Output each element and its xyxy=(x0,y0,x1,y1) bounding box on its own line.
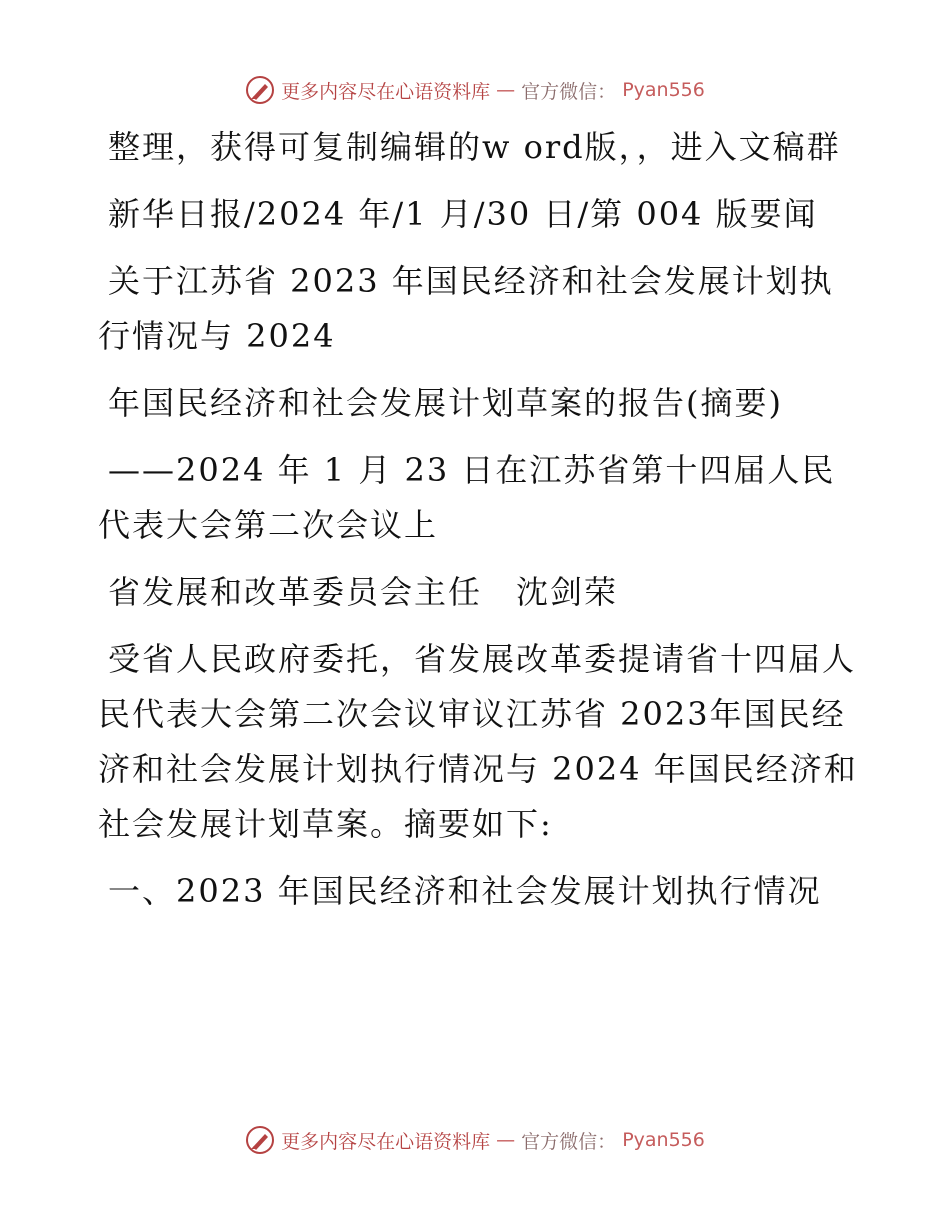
paragraph-author: 省发展和改革委员会主任 沈剑荣 xyxy=(108,573,619,611)
paragraph-section-heading: 一、2023 年国民经济和社会发展计划执行情况 xyxy=(108,872,822,910)
pen-logo-icon xyxy=(245,75,275,105)
paragraph-body: 受省人民政府委托，省发展改革委提请省十四届人民代表大会第二次会议审议江苏省 2023年国民经济和社会发展计划执行情况与 2024 年国民经济和社会发展计划草案。摘要如下: xyxy=(98,640,858,843)
paragraph-title-line2: 年国民经济和社会发展计划草案的报告(摘要) xyxy=(108,384,783,422)
banner-dash: — xyxy=(496,1129,516,1151)
pen-logo-icon xyxy=(245,1125,275,1155)
paragraph-occasion: ——2024 年 1 月 23 日在江苏省第十四届人民代表大会第二次会议上 xyxy=(98,451,836,544)
banner-wechat-id: Pyan556 xyxy=(622,79,705,101)
paragraph-title-line1: 关于江苏省 2023 年国民经济和社会发展计划执行情况与 2024 xyxy=(98,262,834,355)
banner-text: 更多内容尽在心语资料库 xyxy=(281,1130,491,1153)
paragraph-intro: 整理，获得可复制编辑的w ord版，，进入文稿群 xyxy=(108,128,841,166)
footer-banner xyxy=(0,1120,950,1160)
document-body xyxy=(98,120,858,931)
banner-wechat-label: 官方微信： xyxy=(521,1130,617,1153)
banner-text: 更多内容尽在心语资料库 xyxy=(281,80,491,103)
banner-wechat-id: Pyan556 xyxy=(622,1129,705,1151)
banner-wechat-label: 官方微信： xyxy=(521,80,617,103)
banner-dash: — xyxy=(496,79,516,101)
header-banner xyxy=(0,70,950,110)
paragraph-source: 新华日报/2024 年/1 月/30 日/第 004 版要闻 xyxy=(108,195,818,233)
